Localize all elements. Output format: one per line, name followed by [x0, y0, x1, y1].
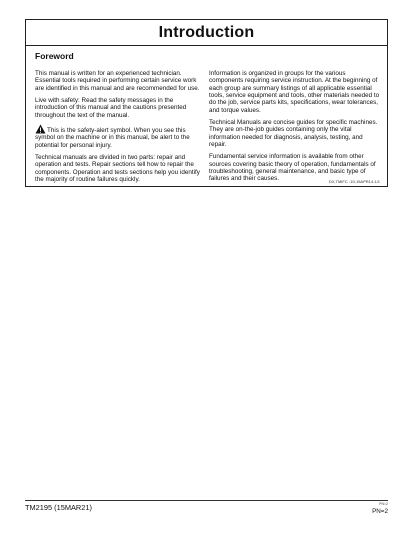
- paragraph-text: This is the safety-alert symbol. When you see this symbol on the machine or in this manual, be alert to the potential for personal injury.: [35, 127, 190, 149]
- paragraph: Fundamental service information is available from other sources covering basic theory of operation, fundamentals of troubleshooting, general maintenance, and basic type of failures and their causes.: [209, 153, 376, 183]
- document-id: DX,TMIFC -19-15APR14-1/1: [328, 179, 380, 184]
- safety-paragraph: [35, 124, 204, 149]
- right-column: [209, 70, 381, 188]
- section-title: Foreword: [35, 51, 74, 61]
- page-title: Introduction: [158, 23, 255, 41]
- paragraph: Technical manuals are divided in two parts: repair and operation and tests. Repair sections tell how to repair the components. Operation and tests sections help you identify the majority of routine failures quickly.: [35, 154, 200, 184]
- paragraph: Information is organized in groups for the various components requiring service instruction. At the beginning of each group are summary listings of all applicable essential tools, service equipment and tools, other materials needed to do the job, service parts kits, specifications, wear tolerances, and torque values.: [209, 70, 380, 114]
- paragraph: Technical Manuals are concise guides for specific machines. They are on-the-job guides containing only the vital information needed for diagnosis, analysis, testing, and repair.: [209, 119, 378, 149]
- left-column: [35, 70, 204, 188]
- footer-divider: [25, 500, 388, 501]
- foreword-section: [25, 45, 388, 187]
- footer-code: PN=2: [379, 502, 388, 506]
- paragraph: This manual is written for an experienced technician. Essential tools required in performing certain service work are identified in this manual and are recommended for use.: [35, 70, 200, 92]
- manual-id: TM2195 (15MAR21): [25, 503, 92, 512]
- page-title-box: [25, 19, 388, 46]
- warning-triangle-icon: [35, 124, 46, 134]
- paragraph: Live with safety: Read the safety messages in the introduction of this manual and the cautions presented throughout the text of the manual.: [35, 97, 187, 119]
- page-number: PN=2: [372, 508, 388, 515]
